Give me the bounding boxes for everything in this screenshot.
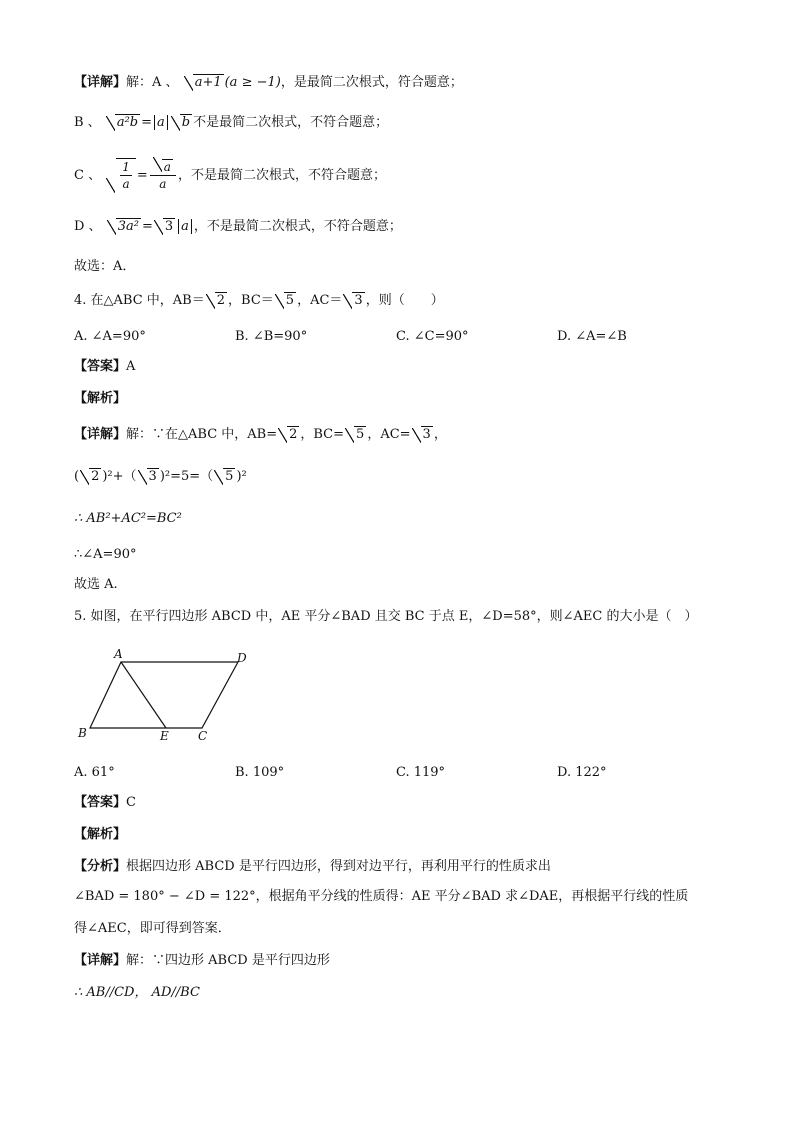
eq-text: )² <box>236 469 247 484</box>
detail-text: ，不是最简二次根式，不符合题意； <box>177 168 386 183</box>
detail-text: ，不是最简二次根式，不符合题意； <box>193 219 402 234</box>
sqrt-expression <box>106 112 140 134</box>
eq-text: ( <box>74 469 80 484</box>
analysis-bracket: 【解析】 <box>74 391 127 406</box>
sqrt-expression <box>206 290 227 312</box>
stem-text: ，AC＝ <box>297 293 343 308</box>
detail-text: ，AC= <box>367 427 411 442</box>
label-a: A <box>114 647 123 661</box>
sqrt-expression <box>214 466 235 488</box>
detail-line-b <box>74 112 388 134</box>
answer-value: A <box>126 359 136 374</box>
sqrt-expression <box>154 216 175 238</box>
sqrt-expression <box>80 466 101 488</box>
denominator: a <box>122 177 130 191</box>
question-4-answer <box>74 356 135 378</box>
detail-text: D 、 <box>74 219 102 234</box>
sqrt-expression <box>343 290 364 312</box>
detail-bracket: 【详解】 <box>74 75 127 90</box>
stem-text: ，则（ ） <box>365 293 444 308</box>
label-b: B <box>78 726 87 740</box>
absolute-value: a <box>154 115 168 130</box>
equation-line-2: ∴ AB²+AC²=BC² <box>74 511 182 526</box>
sqrt-expression <box>107 216 141 238</box>
option-b[interactable]: B. 109° <box>235 765 285 780</box>
radicand: a+1 <box>194 75 222 90</box>
detail-line-a <box>74 72 463 94</box>
absolute-value: a <box>178 219 192 234</box>
radicand: a²b <box>116 115 139 130</box>
detail-text: 解：A 、 <box>126 75 179 90</box>
eq-text: )²+（ <box>102 469 137 484</box>
label-d: D <box>237 651 247 665</box>
denominator: a <box>159 177 167 191</box>
stem-text: ，BC＝ <box>228 293 274 308</box>
detail-text: 解：∵四边形 ABCD 是平行四边形 <box>126 953 330 968</box>
question-5-options <box>74 762 734 784</box>
radicand: 2 <box>216 293 226 308</box>
option-a[interactable]: A. 61° <box>74 765 115 780</box>
equals-sign: = <box>141 115 153 130</box>
equation-line-3: ∴∠A=90° <box>74 547 137 562</box>
sqrt-expression <box>345 424 366 446</box>
detail-text: ，是最简二次根式，符合题意； <box>280 75 463 90</box>
sqrt-expression <box>275 290 296 312</box>
detail-line-c <box>74 156 386 196</box>
parallelogram-outline <box>90 662 238 728</box>
radicand: 5 <box>356 427 365 442</box>
detail-text: ， <box>433 427 447 442</box>
sqrt-fraction <box>106 156 136 196</box>
sqrt-expression <box>138 466 159 488</box>
label-c: C <box>198 729 208 743</box>
stem-text: 4. 在△ABC 中，AB＝ <box>74 293 205 308</box>
question-4-detail <box>74 424 447 446</box>
detail-bracket: 【详解】 <box>74 953 127 968</box>
answer-bracket: 【答案】 <box>74 359 127 374</box>
sqrt-expression <box>171 112 192 134</box>
question-4-options <box>74 326 734 348</box>
radicand: 3 <box>164 219 174 234</box>
detail-text: 不是最简二次根式，不符合题意； <box>193 115 389 130</box>
bisector-ae <box>121 662 166 728</box>
question-5-stem: 5. 如图，在平行四边形 ABCD 中，AE 平分∠BAD 且交 BC 于点 E，∠D=58°，则∠AEC 的大小是（ ） <box>74 609 698 624</box>
fenxi-line-2: ∠BAD = 180° − ∠D = 122°，根据角平分线的性质得：AE 平分∠BAD 求∠DAE，再根据平行线的性质 <box>74 889 689 904</box>
answer-bracket: 【答案】 <box>74 795 127 810</box>
choose-text: 故选：A． <box>74 259 136 274</box>
label-e: E <box>160 729 169 743</box>
condition: (a ≥ −1) <box>224 75 281 90</box>
radicand: 2 <box>91 469 100 484</box>
equation-line-1 <box>74 466 247 488</box>
parallelogram-diagram <box>74 640 264 750</box>
analysis-bracket: 【解析】 <box>74 827 127 842</box>
option-d[interactable]: D. ∠A=∠B <box>557 329 627 344</box>
detail-bracket: 【详解】 <box>74 427 127 442</box>
radicand: 3 <box>148 469 157 484</box>
fenxi-line-1 <box>74 856 551 878</box>
option-c[interactable]: C. ∠C=90° <box>396 329 469 344</box>
option-b[interactable]: B. ∠B=90° <box>235 329 308 344</box>
radicand: 2 <box>289 427 298 442</box>
option-c[interactable]: C. 119° <box>396 765 446 780</box>
numerator: a <box>163 160 171 174</box>
radicand: b <box>181 115 191 130</box>
option-a[interactable]: A. ∠A=90° <box>74 329 146 344</box>
detail-line-d <box>74 216 402 238</box>
fenxi-text: 根据四边形 ABCD 是平行四边形，得到对边平行，再利用平行的性质求出 <box>126 859 551 874</box>
radicand: 3 <box>422 427 431 442</box>
question-5-answer <box>74 792 136 814</box>
answer-value: C <box>126 795 136 810</box>
sqrt-expression <box>412 424 433 446</box>
detail-text: C 、 <box>74 168 102 183</box>
option-d[interactable]: D. 122° <box>557 765 607 780</box>
radicand: 5 <box>225 469 234 484</box>
sqrt-expression <box>184 72 224 94</box>
radicand: 3a² <box>117 219 139 234</box>
equals-sign: = <box>136 168 148 183</box>
question-4-stem <box>74 290 444 312</box>
detail-text: ，BC= <box>300 427 345 442</box>
radicand: 3 <box>354 293 363 308</box>
eq-text: )²=5=（ <box>159 469 214 484</box>
detail-text: 解：∵在△ABC 中，AB= <box>126 427 278 442</box>
choose-text: 故选 A. <box>74 577 118 592</box>
detail-text: B 、 <box>74 115 101 130</box>
radicand: 5 <box>285 293 295 308</box>
fenxi-bracket: 【分析】 <box>74 859 127 874</box>
q5-detail-line-1 <box>74 950 330 972</box>
fenxi-line-3: 得∠AEC，即可得到答案． <box>74 921 231 936</box>
parallelogram-figure <box>74 640 264 754</box>
equals-sign: = <box>141 219 153 234</box>
sqrt-expression <box>278 424 299 446</box>
numerator: 1 <box>122 160 130 174</box>
q5-detail-line-2: ∴ AB//CD， AD//BC <box>74 985 200 1000</box>
